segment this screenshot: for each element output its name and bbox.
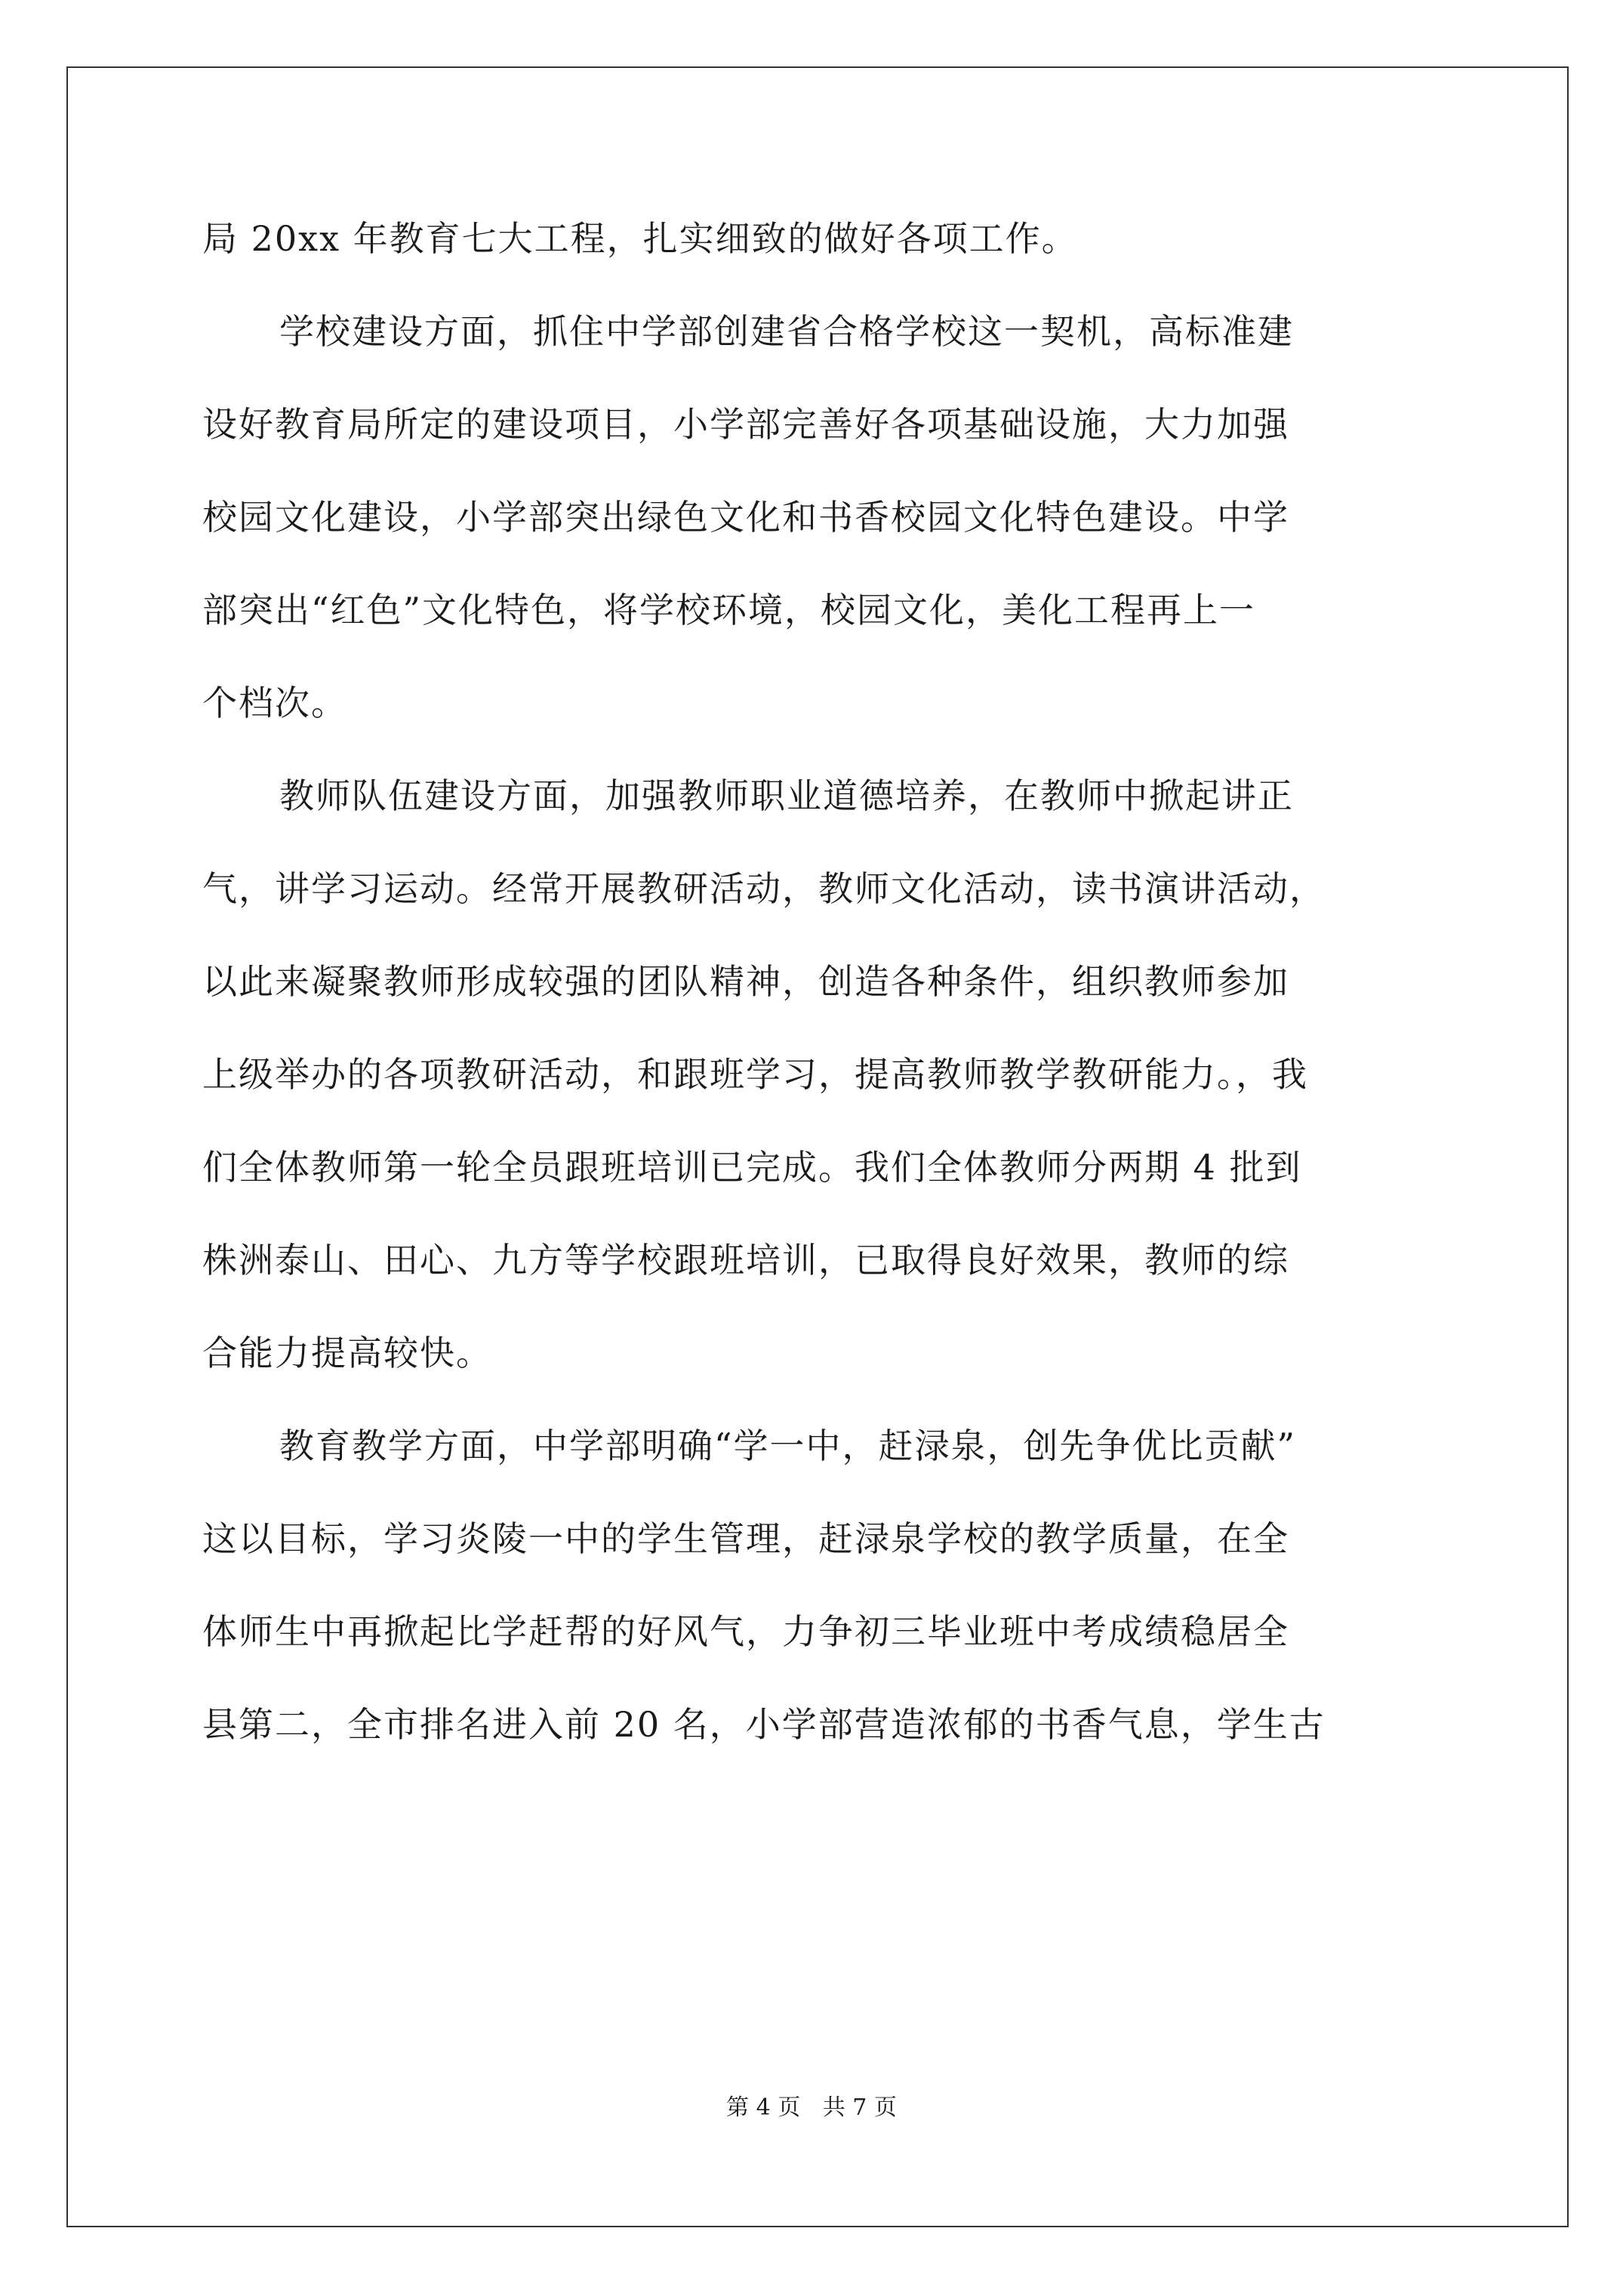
text-line: 设好教育局所定的建设项目，小学部完善好各项基础设施，大力加强: [202, 404, 1289, 445]
text-line: 县第二，全市排名进入前 20 名，小学部营造浓郁的书香气息，学生古: [202, 1704, 1326, 1745]
page-total: 共 7 页: [822, 2094, 897, 2121]
text-line: 气，讲学习运动。经常开展教研活动，教师文化活动，读书演讲活动，: [202, 868, 1326, 909]
text-line: 们全体教师第一轮全员跟班培训已完成。我们全体教师分两期 4 批到: [202, 1147, 1302, 1188]
page-footer: [0, 2093, 1623, 2123]
text-line: 株洲泰山、田心、九方等学校跟班培训，已取得良好效果，教师的综: [202, 1240, 1289, 1281]
text-line: 体师生中再掀起比学赶帮的好风气，力争初三毕业班中考成绩稳居全: [202, 1611, 1289, 1652]
paragraph-start-line: 教育教学方面，中学部明确“学一中，赶渌泉，创先争优比贡献”: [279, 1425, 1297, 1466]
text-line: 合能力提高较快。: [202, 1333, 492, 1373]
page-number: 第 4 页: [726, 2094, 801, 2121]
text-line: 个档次。: [202, 683, 347, 723]
paragraph-start-line: 教师队伍建设方面，加强教师职业道德培养，在教师中掀起讲正: [279, 775, 1294, 816]
text-line: 部突出“红色”文化特色，将学校环境，校园文化，美化工程再上一: [202, 590, 1256, 630]
text-line: 这以目标，学习炎陵一中的学生管理，赶渌泉学校的教学质量，在全: [202, 1518, 1289, 1559]
text-line: 以此来凝聚教师形成较强的团队精神，创造各种条件，组织教师参加: [202, 961, 1289, 1002]
text-line: 校园文化建设，小学部突出绿色文化和书香校园文化特色建设。中学: [202, 497, 1289, 538]
text-line: 上级举办的各项教研活动，和跟班学习，提高教师教学教研能力。，我: [202, 1054, 1308, 1095]
paragraph-start-line: 学校建设方面，抓住中学部创建省合格学校这一契机，高标准建: [279, 311, 1294, 352]
text-line: 局 20xx 年教育七大工程，扎实细致的做好各项工作。: [202, 218, 1078, 259]
